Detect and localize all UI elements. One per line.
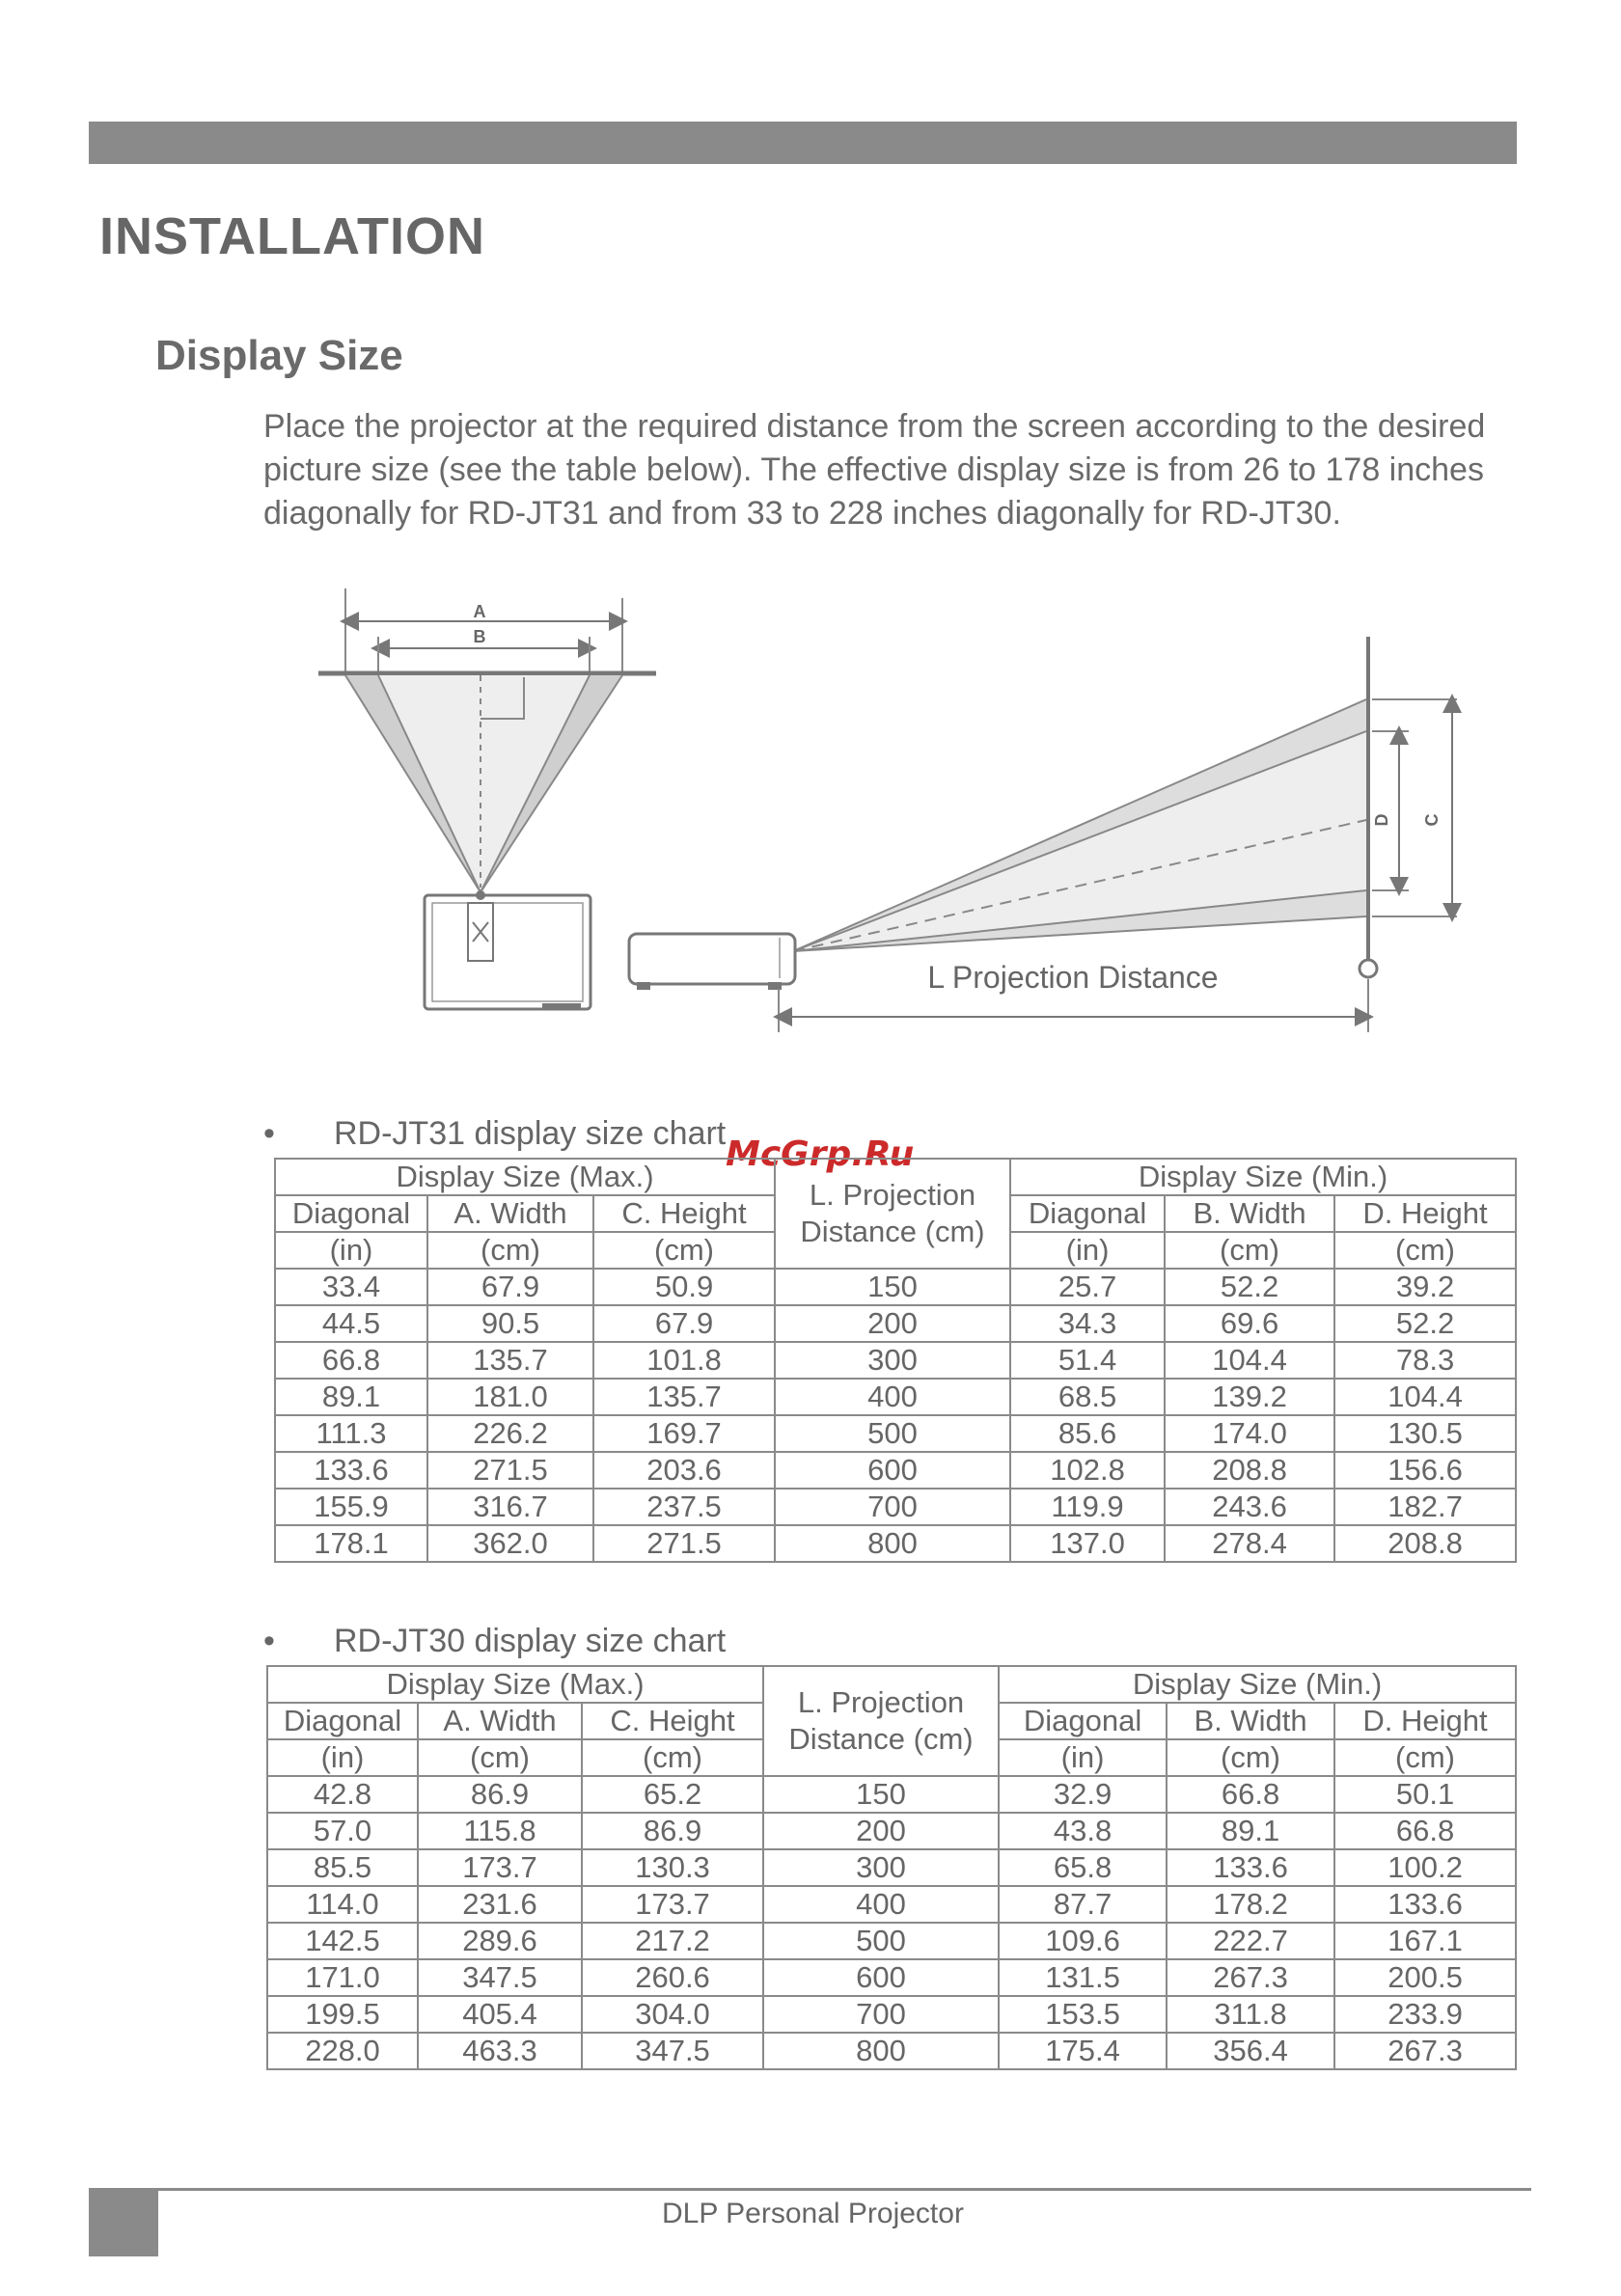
table-cell: 33.4 [275, 1269, 427, 1305]
table-cell: 222.7 [1167, 1923, 1334, 1959]
table-cell: 89.1 [1167, 1813, 1334, 1849]
table-cell: 156.6 [1334, 1452, 1516, 1489]
table-cell: 347.5 [582, 2033, 763, 2069]
table-cell: 137.0 [1010, 1525, 1165, 1562]
footer-rule [89, 2188, 1531, 2191]
table-cell: 133.6 [275, 1452, 427, 1489]
table-row [275, 1379, 1516, 1415]
projection-diagram [289, 588, 1476, 1042]
unit-cm: (cm) [1334, 1739, 1516, 1776]
table-cell: 271.5 [427, 1452, 593, 1489]
header-projection: L. Projection Distance (cm) [775, 1159, 1010, 1269]
table-cell: 50.9 [593, 1269, 775, 1305]
footer-text: DLP Personal Projector [662, 2198, 964, 2229]
table-row [267, 1813, 1516, 1849]
table-cell: 208.8 [1165, 1452, 1334, 1489]
table-cell: 173.7 [418, 1849, 582, 1886]
table-cell: 51.4 [1010, 1342, 1165, 1379]
table-cell: 119.9 [1010, 1489, 1165, 1525]
table-cell: 300 [763, 1849, 999, 1886]
table-cell: 400 [775, 1379, 1010, 1415]
watermark: McGrp.Ru [726, 1134, 915, 1174]
header-projection: L. Projection Distance (cm) [763, 1666, 999, 1776]
table-row [275, 1525, 1516, 1562]
table-cell: 66.8 [275, 1342, 427, 1379]
table-cell: 85.6 [1010, 1415, 1165, 1452]
header-d-height: D. Height [1334, 1195, 1516, 1232]
table-cell: 267.3 [1167, 1959, 1334, 1996]
table-cell: 52.2 [1334, 1305, 1516, 1342]
table-cell: 69.6 [1165, 1305, 1334, 1342]
rd-jt30-rows [267, 1776, 1516, 2069]
header-bar [89, 122, 1517, 164]
table-cell: 226.2 [427, 1415, 593, 1452]
table-cell: 316.7 [427, 1489, 593, 1525]
table-cell: 85.5 [267, 1849, 418, 1886]
unit-in: (in) [999, 1739, 1167, 1776]
table-cell: 25.7 [1010, 1269, 1165, 1305]
unit-cm: (cm) [418, 1739, 582, 1776]
header-a-width: A. Width [427, 1195, 593, 1232]
header-d-height: D. Height [1334, 1703, 1516, 1739]
label-d: D [1372, 813, 1391, 827]
header-b-width: B. Width [1165, 1195, 1334, 1232]
table-cell: 289.6 [418, 1923, 582, 1959]
table-cell: 57.0 [267, 1813, 418, 1849]
table-cell: 130.3 [582, 1849, 763, 1886]
table-cell: 104.4 [1334, 1379, 1516, 1415]
table-cell: 171.0 [267, 1959, 418, 1996]
table-cell: 182.7 [1334, 1489, 1516, 1525]
table-cell: 233.9 [1334, 1996, 1516, 2033]
table-cell: 260.6 [582, 1959, 763, 1996]
header-max: Display Size (Max.) [275, 1159, 775, 1195]
table-cell: 347.5 [418, 1959, 582, 1996]
header-min: Display Size (Min.) [999, 1666, 1516, 1703]
table-cell: 52.2 [1165, 1269, 1334, 1305]
header-b-width: B. Width [1167, 1703, 1334, 1739]
table-cell: 42.8 [267, 1776, 418, 1813]
side-view [629, 637, 1457, 1032]
table-cell: 139.2 [1165, 1379, 1334, 1415]
table-row [267, 1886, 1516, 1923]
table-cell: 500 [775, 1415, 1010, 1452]
table-cell: 67.9 [593, 1305, 775, 1342]
header-diagonal: Diagonal [275, 1195, 427, 1232]
table-cell: 174.0 [1165, 1415, 1334, 1452]
header-c-height: C. Height [593, 1195, 775, 1232]
table-cell: 39.2 [1334, 1269, 1516, 1305]
table-cell: 700 [775, 1489, 1010, 1525]
table-cell: 142.5 [267, 1923, 418, 1959]
table-cell: 155.9 [275, 1489, 427, 1525]
top-view [318, 588, 656, 1009]
rd-jt31-table [274, 1158, 1517, 1563]
header-c-height: C. Height [582, 1703, 763, 1739]
table-cell: 243.6 [1165, 1489, 1334, 1525]
table-cell: 65.8 [999, 1849, 1167, 1886]
table-cell: 400 [763, 1886, 999, 1923]
table-row [267, 1849, 1516, 1886]
table-cell: 278.4 [1165, 1525, 1334, 1562]
table-cell: 67.9 [427, 1269, 593, 1305]
table-row [267, 1959, 1516, 1996]
table-cell: 267.3 [1334, 2033, 1516, 2069]
table-cell: 133.6 [1167, 1849, 1334, 1886]
table-cell: 304.0 [582, 1996, 763, 2033]
table-cell: 231.6 [418, 1886, 582, 1923]
table-cell: 44.5 [275, 1305, 427, 1342]
section-title: Display Size [155, 332, 403, 379]
table-cell: 104.4 [1165, 1342, 1334, 1379]
table-cell: 600 [775, 1452, 1010, 1489]
table-cell: 700 [763, 1996, 999, 2033]
table-cell: 500 [763, 1923, 999, 1959]
table-row [275, 1415, 1516, 1452]
table-cell: 800 [763, 2033, 999, 2069]
table-cell: 200 [775, 1305, 1010, 1342]
label-a: A [473, 602, 486, 621]
unit-in: (in) [275, 1232, 427, 1269]
table-cell: 271.5 [593, 1525, 775, 1562]
table-cell: 405.4 [418, 1996, 582, 2033]
header-diagonal-min: Diagonal [999, 1703, 1167, 1739]
table-cell: 89.1 [275, 1379, 427, 1415]
table-cell: 87.7 [999, 1886, 1167, 1923]
table-cell: 68.5 [1010, 1379, 1165, 1415]
header-diagonal-min: Diagonal [1010, 1195, 1165, 1232]
header-min: Display Size (Min.) [1010, 1159, 1516, 1195]
table-cell: 135.7 [593, 1379, 775, 1415]
table-row [267, 2033, 1516, 2069]
table-cell: 463.3 [418, 2033, 582, 2069]
unit-cm: (cm) [1334, 1232, 1516, 1269]
table-cell: 199.5 [267, 1996, 418, 2033]
table-cell: 109.6 [999, 1923, 1167, 1959]
table-cell: 34.3 [1010, 1305, 1165, 1342]
unit-cm: (cm) [593, 1232, 775, 1269]
table-row [267, 1996, 1516, 2033]
table-cell: 90.5 [427, 1305, 593, 1342]
table-cell: 178.2 [1167, 1886, 1334, 1923]
header-max: Display Size (Max.) [267, 1666, 763, 1703]
table-cell: 203.6 [593, 1452, 775, 1489]
table-row [275, 1452, 1516, 1489]
table-cell: 130.5 [1334, 1415, 1516, 1452]
header-a-width: A. Width [418, 1703, 582, 1739]
table-row [275, 1489, 1516, 1525]
table-cell: 114.0 [267, 1886, 418, 1923]
table-cell: 300 [775, 1342, 1010, 1379]
bullet: • [263, 1115, 275, 1152]
unit-cm: (cm) [1167, 1739, 1334, 1776]
table-cell: 66.8 [1334, 1813, 1516, 1849]
table-cell: 181.0 [427, 1379, 593, 1415]
table-cell: 50.1 [1334, 1776, 1516, 1813]
intro-paragraph: Place the projector at the required distance from the screen according to the desired picture size (see the table below). The effective display size is from 26 to 178 inches diagonally for RD-JT31 and from 33 to 228 inches diagonally for RD-JT30. [263, 408, 1486, 532]
unit-cm: (cm) [1165, 1232, 1334, 1269]
table-cell: 102.8 [1010, 1452, 1165, 1489]
table-cell: 356.4 [1167, 2033, 1334, 2069]
table-cell: 237.5 [593, 1489, 775, 1525]
table-cell: 101.8 [593, 1342, 775, 1379]
page-title: INSTALLATION [99, 207, 485, 265]
table-cell: 115.8 [418, 1813, 582, 1849]
bullet: • [263, 1623, 275, 1659]
rd-jt31-rows [275, 1269, 1516, 1562]
table-row [275, 1342, 1516, 1379]
table-cell: 600 [763, 1959, 999, 1996]
table-cell: 32.9 [999, 1776, 1167, 1813]
table-cell: 800 [775, 1525, 1010, 1562]
footer-page-box [89, 2191, 158, 2256]
unit-cm: (cm) [582, 1739, 763, 1776]
unit-in: (in) [1010, 1232, 1165, 1269]
table-cell: 175.4 [999, 2033, 1167, 2069]
table-row [275, 1269, 1516, 1305]
table-cell: 200.5 [1334, 1959, 1516, 1996]
table-row [275, 1305, 1516, 1342]
table-cell: 150 [763, 1776, 999, 1813]
table-cell: 178.1 [275, 1525, 427, 1562]
label-b: B [473, 627, 486, 646]
table-cell: 169.7 [593, 1415, 775, 1452]
table-cell: 86.9 [582, 1813, 763, 1849]
projection-distance-label: L Projection Distance [927, 960, 1219, 995]
table-cell: 65.2 [582, 1776, 763, 1813]
table-cell: 86.9 [418, 1776, 582, 1813]
table-cell: 362.0 [427, 1525, 593, 1562]
unit-cm: (cm) [427, 1232, 593, 1269]
table-cell: 153.5 [999, 1996, 1167, 2033]
table-cell: 311.8 [1167, 1996, 1334, 2033]
table-cell: 150 [775, 1269, 1010, 1305]
table-cell: 131.5 [999, 1959, 1167, 1996]
unit-in: (in) [267, 1739, 418, 1776]
table-cell: 111.3 [275, 1415, 427, 1452]
table-cell: 43.8 [999, 1813, 1167, 1849]
table-cell: 173.7 [582, 1886, 763, 1923]
label-c: C [1422, 813, 1442, 827]
table-cell: 135.7 [427, 1342, 593, 1379]
table-cell: 133.6 [1334, 1886, 1516, 1923]
table-row [267, 1776, 1516, 1813]
table-cell: 66.8 [1167, 1776, 1334, 1813]
header-diagonal: Diagonal [267, 1703, 418, 1739]
table-cell: 217.2 [582, 1923, 763, 1959]
table-cell: 228.0 [267, 2033, 418, 2069]
table-cell: 208.8 [1334, 1525, 1516, 1562]
table-cell: 200 [763, 1813, 999, 1849]
table-cell: 167.1 [1334, 1923, 1516, 1959]
table-cell: 100.2 [1334, 1849, 1516, 1886]
table-row [267, 1923, 1516, 1959]
table-cell: 78.3 [1334, 1342, 1516, 1379]
rd-jt30-table [266, 1665, 1517, 2070]
